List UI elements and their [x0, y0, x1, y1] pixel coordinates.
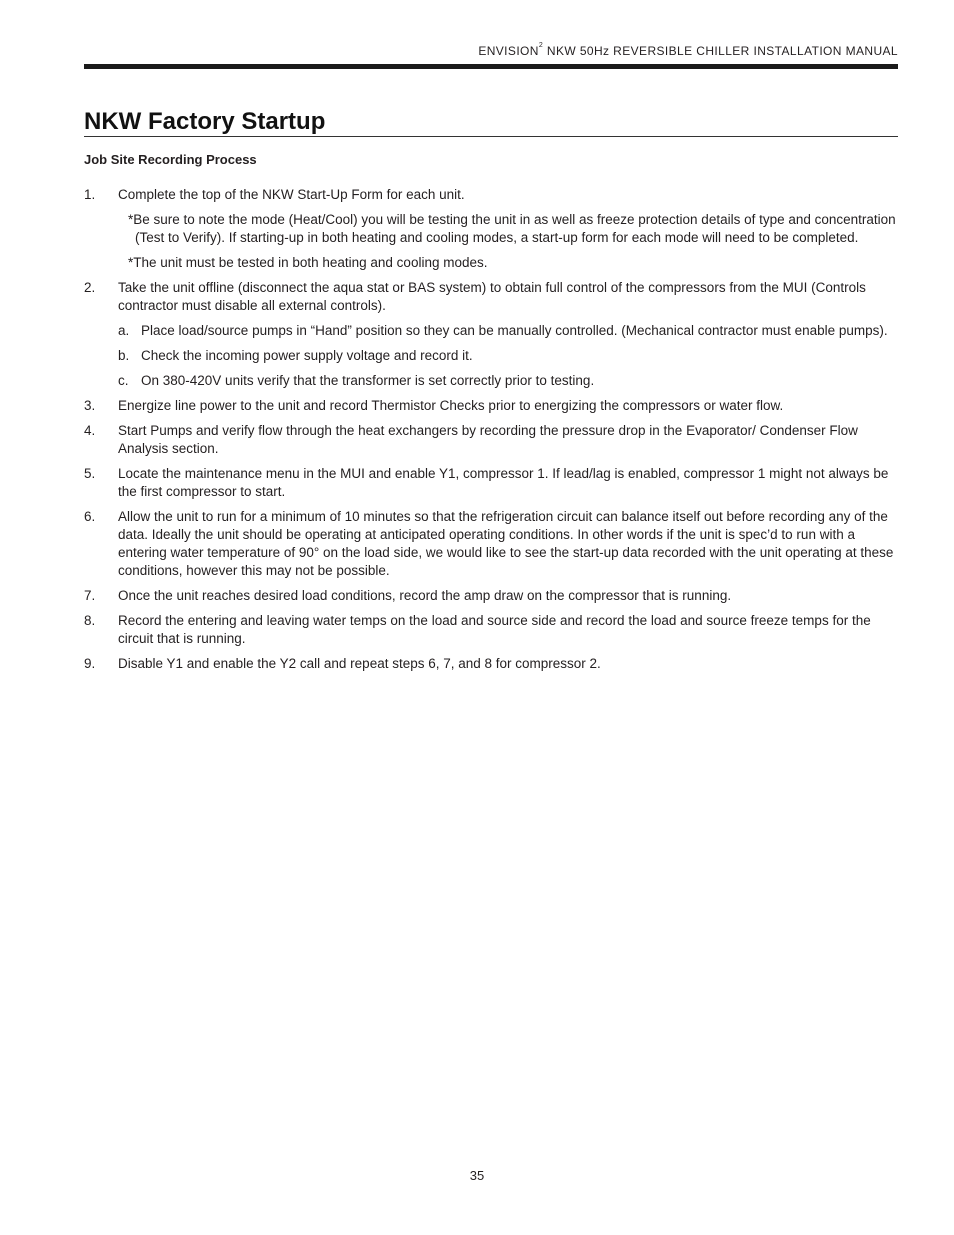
page-number: 35 [469, 1168, 485, 1183]
list-item [84, 279, 900, 315]
step-number: 4. [84, 423, 96, 438]
list-item [84, 587, 900, 605]
section-heading: Job Site Recording Process [84, 152, 257, 167]
list-item [84, 397, 900, 415]
step-text: Record the entering and leaving water temps on the load and source side and record the load and source freeze temps for the circuit that is running. [118, 613, 871, 646]
sub-letter: a. [118, 323, 130, 338]
header-brand-superscript: 2 [538, 42, 544, 49]
step-text: Energize line power to the unit and record Thermistor Checks prior to energizing the compressors or water flow. [118, 398, 784, 413]
sub-item [84, 372, 900, 390]
step-text: Allow the unit to run for a minimum of 10 minutes so that the refrigeration circuit can balance itself out before recording any of the data. Ideally the unit should be operating at anticipated operating conditions. In other words if the unit is spec’d to run with a entering water temperature of 90° on the load side, we would like to see the start-up data recorded with the unit operating at these conditions, however this may not be possible. [118, 509, 894, 578]
sub-text: On 380-420V units verify that the transformer is set correctly prior to testing. [141, 373, 595, 388]
step-number: 6. [84, 509, 96, 524]
sub-text: Place load/source pumps in “Hand” position so they can be manually controlled. (Mechanical contractor must enable pumps). [141, 323, 888, 338]
step-number: 5. [84, 466, 96, 481]
sub-item [84, 322, 900, 340]
step-text: Complete the top of the NKW Start-Up Form for each unit. [118, 187, 465, 202]
step-number: 8. [84, 613, 96, 628]
step-number: 3. [84, 398, 96, 413]
list-item [84, 612, 900, 648]
step-number: 2. [84, 280, 96, 295]
sub-item [84, 347, 900, 365]
step-text: Locate the maintenance menu in the MUI and enable Y1, compressor 1. If lead/lag is enabled, compressor 1 might not always be the first compressor to start. [118, 466, 889, 499]
running-header [478, 44, 898, 58]
step-number: 7. [84, 588, 96, 603]
header-title-text: NKW 50Hz REVERSIBLE CHILLER INSTALLATION MANUAL [543, 44, 898, 58]
sub-text: Check the incoming power supply voltage and record it. [141, 348, 473, 363]
list-item [84, 465, 900, 501]
sub-letter: b. [118, 348, 130, 363]
step-text: Once the unit reaches desired load conditions, record the amp draw on the compressor that is running. [118, 588, 732, 603]
list-item [84, 422, 900, 458]
list-item [84, 186, 900, 204]
list-item [84, 508, 900, 580]
page-title: NKW Factory Startup [84, 108, 898, 137]
header-rule [84, 64, 898, 69]
step-note: *Be sure to note the mode (Heat/Cool) you will be testing the unit in as well as freeze protection details of type and concentration (Test to Verify). If starting-up in both heating and cooling modes, a start-up form for each mode will need to be completed. [128, 212, 896, 245]
step-number: 1. [84, 187, 96, 202]
sub-letter: c. [118, 373, 129, 388]
list-item [84, 655, 900, 673]
step-note: *The unit must be tested in both heating and cooling modes. [128, 255, 488, 270]
step-text: Take the unit offline (disconnect the aqua stat or BAS system) to obtain full control of the compressors from the MUI (Controls contractor must disable all external controls). [118, 280, 866, 313]
steps-list [84, 186, 900, 680]
header-brand: ENVISION [478, 44, 539, 58]
step-text: Disable Y1 and enable the Y2 call and repeat steps 6, 7, and 8 for compressor 2. [118, 656, 601, 671]
step-number: 9. [84, 656, 96, 671]
step-text: Start Pumps and verify flow through the heat exchangers by recording the pressure drop in the Evaporator/ Condenser Flow Analysis section. [118, 423, 858, 456]
